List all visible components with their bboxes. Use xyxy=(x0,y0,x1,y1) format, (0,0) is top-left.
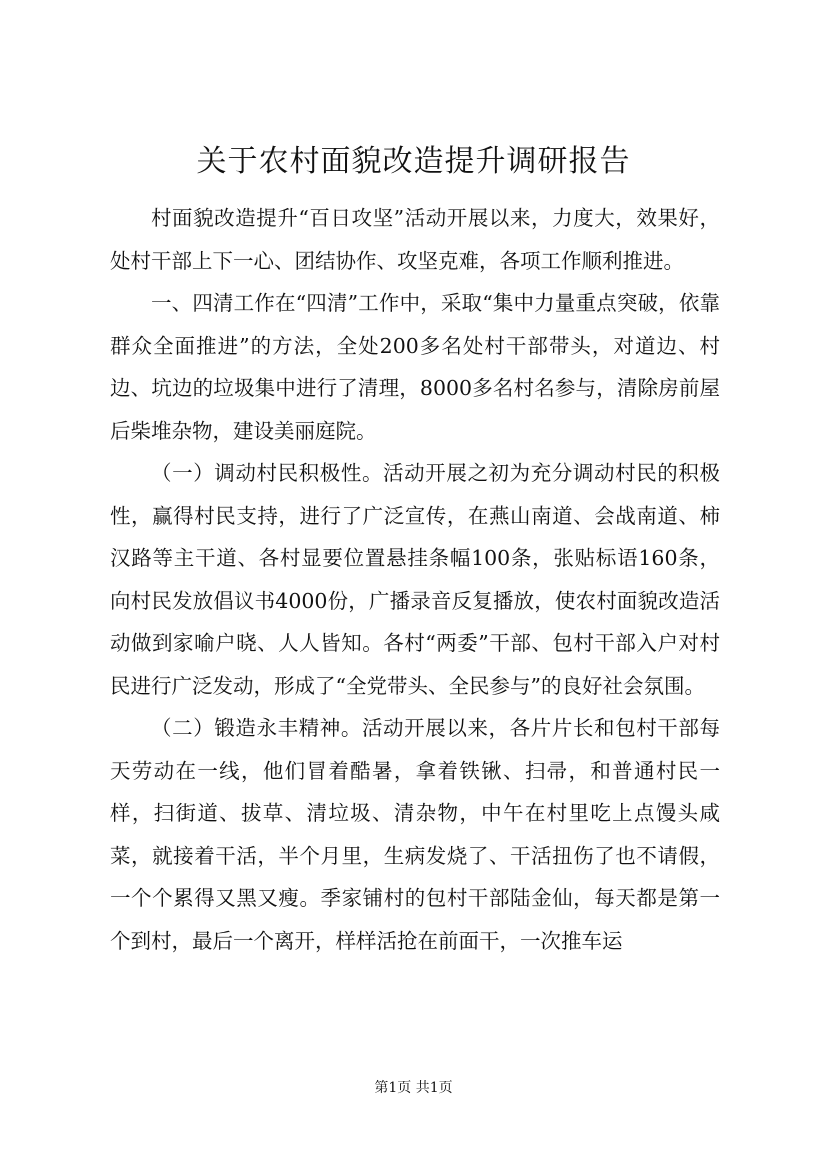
paragraph-subsection-one: （一）调动村民积极性。活动开展之初为充分调动村民的积极性，赢得村民支持，进行了广泛宣传，在燕山南道、会战南道、柿汉路等主干道、各村显要位置悬挂条幅100条，张贴标语160条，向村民发放倡议书4000份，广播录音反复播放，使农村面貌改造活动做到家喻户晓、人人皆知。各村“两委”干部、包村干部入户对村民进行广泛发动，形成了“全党带头、全民参与”的良好社会氛围。 xyxy=(110,461,720,698)
page-title: 关于农村面貌改造提升调研报告 xyxy=(196,144,631,179)
page-footer: 第1页 共1页 xyxy=(374,1080,453,1096)
paragraph-section-one: 一、四清工作在“四清”工作中，采取“集中力量重点突破，依靠群众全面推进”的方法，全处200多名处村干部带头，对道边、村边、坑边的垃圾集中进行了清理，8000多名村名参与，清除房前屋后柴堆杂物，建设美丽庭院。 xyxy=(110,291,720,443)
document-body xyxy=(110,197,720,962)
paragraph-intro: 村面貌改造提升“百日攻坚”活动开展以来，力度大，效果好，处村干部上下一心、团结协作、攻坚克难，各项工作顺利推进。 xyxy=(110,206,720,273)
paragraph-subsection-two: （二）锻造永丰精神。活动开展以来，各片片长和包村干部每天劳动在一线，他们冒着酷暑，拿着铁锹、扫帚，和普通村民一样，扫街道、拔草、清垃圾、清杂物，中午在村里吃上点馒头咸菜，就接着干活，半个月里，生病发烧了、干活扭伤了也不请假，一个个累得又黑又瘦。季家铺村的包村干部陆金仙，每天都是第一个到村，最后一个离开，样样活抢在前面干，一次推车运 xyxy=(110,716,720,953)
